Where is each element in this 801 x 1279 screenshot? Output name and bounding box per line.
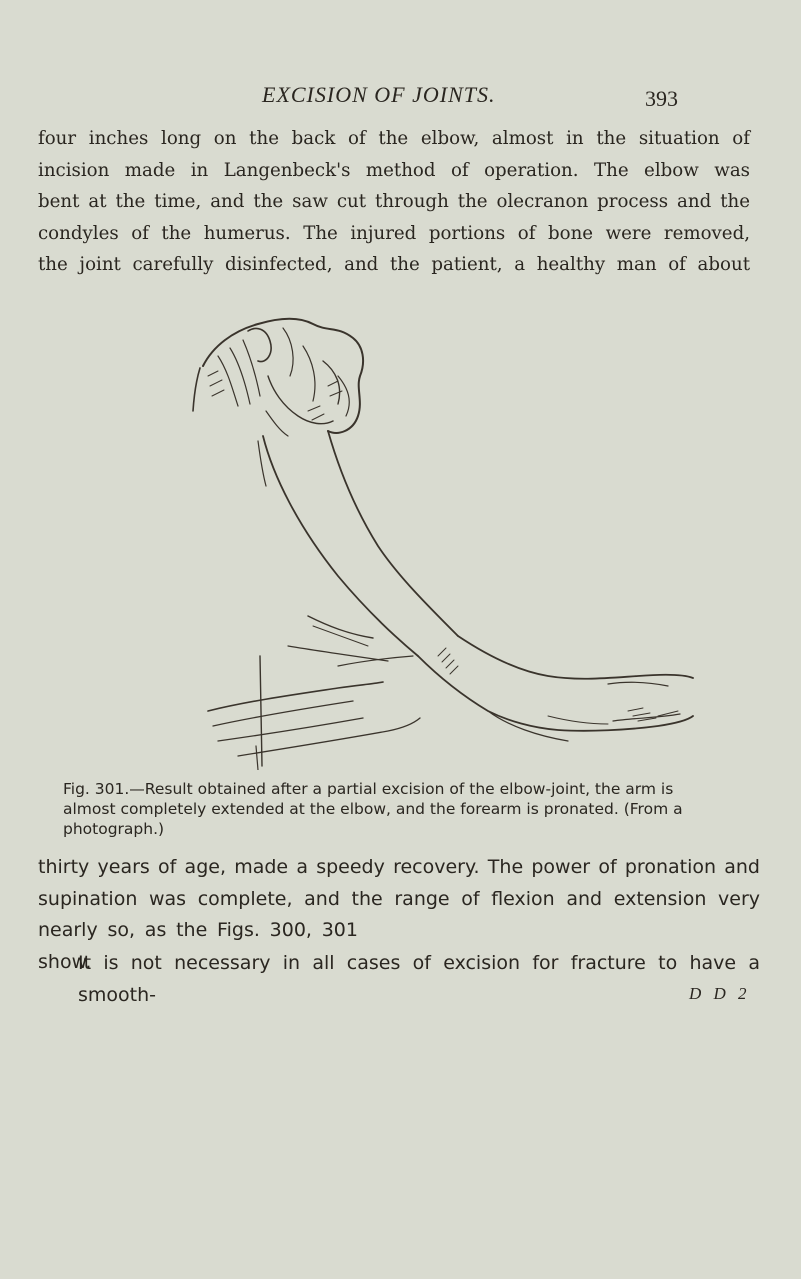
running-title: EXCISION OF JOINTS. xyxy=(262,82,496,107)
figure-caption xyxy=(63,779,753,839)
text-line: four inches long on the back of the elbow, almost in the situation of xyxy=(38,128,750,149)
caption-line: almost completely extended at the elbow, and the forearm is pronated. (From a xyxy=(63,800,683,818)
page-number: 393 xyxy=(645,86,678,111)
page-header xyxy=(0,80,801,114)
text-line: the joint carefully disinfected, and the patient, a healthy man of about xyxy=(38,254,750,275)
bottom-paragraph-2: It is not necessary in all cases of excision for fracture to have a smooth- xyxy=(78,952,760,1006)
text-line: supination was complete, and the range of flexion and extension very xyxy=(38,888,760,910)
signature-mark: D D 2 xyxy=(689,984,751,1003)
text-line: nearly so, as the Figs. 300, 301 show. xyxy=(38,919,358,973)
figure-illustration xyxy=(188,316,698,770)
text-line: incision made in Langenbeck's method of operation. The elbow was xyxy=(38,160,750,181)
arm-engraving xyxy=(188,316,698,770)
text-line: thirty years of age, made a speedy recovery. The power of pronation and xyxy=(38,856,760,878)
text-line: condyles of the humerus. The injured portions of bone were removed, xyxy=(38,223,750,244)
caption-line: photograph.) xyxy=(63,820,165,838)
caption-line: Fig. 301.—Result obtained after a partial excision of the elbow-joint, the arm is xyxy=(63,780,674,798)
text-line: bent at the time, and the saw cut through the olecranon process and the xyxy=(38,191,750,212)
